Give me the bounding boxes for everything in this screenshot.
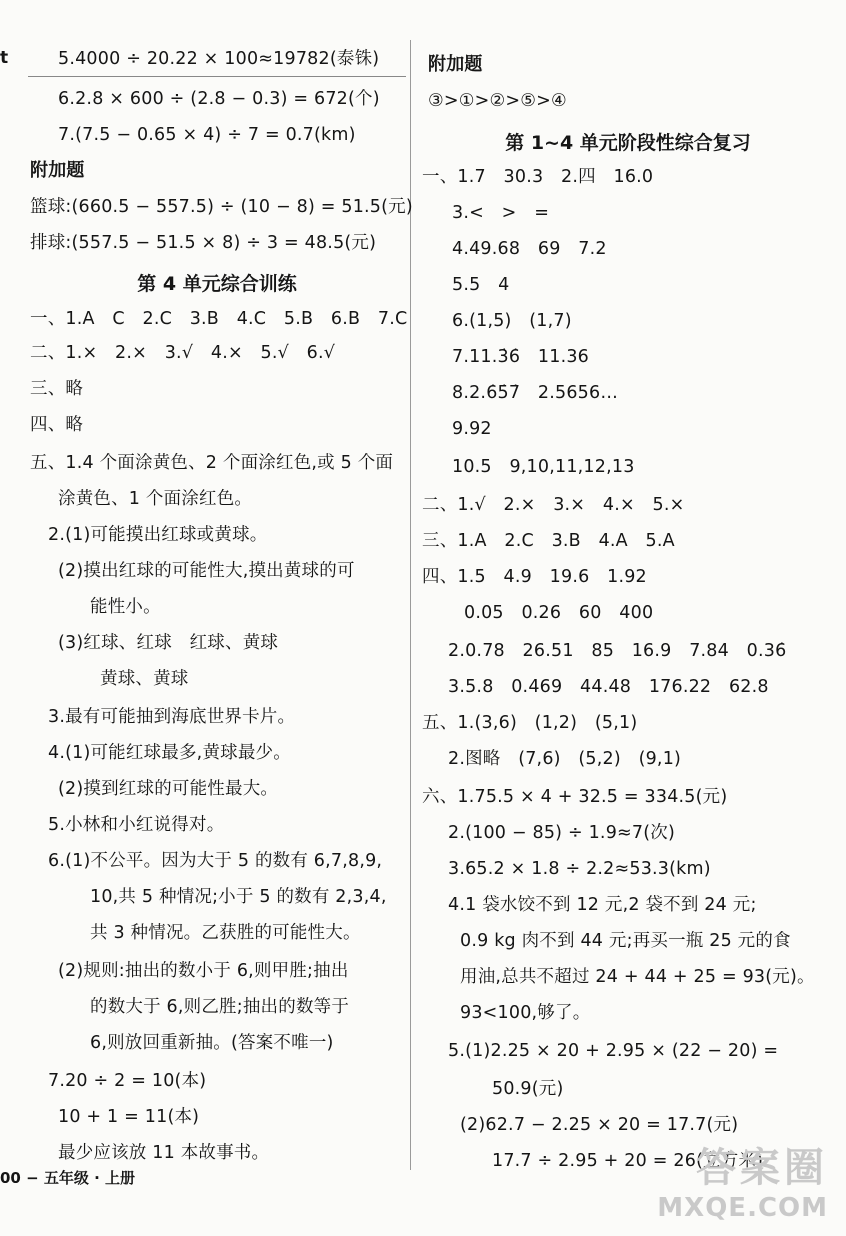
answer-line: 五、1.4 个面涂黄色、2 个面涂红色,或 5 个面 — [30, 453, 394, 473]
answer-line: (3)红球、红球 红球、黄球 — [58, 633, 279, 653]
answer-line: (2)摸到红球的可能性最大。 — [58, 779, 279, 799]
answer-line: 篮球:(660.5 − 557.5) ÷ (10 − 8) = 51.5(元) — [30, 197, 413, 217]
answer-line: 六、1.75.5 × 4 + 32.5 = 334.5(元) — [422, 787, 728, 807]
answer-line: 用油,总共不超过 24 + 44 + 25 = 93(元)。 — [460, 967, 815, 987]
section-title: 第 4 单元综合训练 — [137, 273, 297, 295]
answer-line: 共 3 种情况。乙获胜的可能性大。 — [90, 923, 361, 943]
answer-line: 6.2.8 × 600 ÷ (2.8 − 0.3) = 672(个) — [58, 89, 380, 109]
answer-line: 的数大于 6,则乙胜;抽出的数等于 — [90, 997, 350, 1017]
answer-line: 2.0.78 26.51 85 16.9 7.84 0.36̇ — [448, 641, 787, 661]
answer-line: 2.(1)可能摸出红球或黄球。 — [48, 525, 268, 545]
answer-line: (2)摸出红球的可能性大,摸出黄球的可 — [58, 561, 355, 581]
answer-line: 17.7 ÷ 2.95 + 20 = 26(立方米) — [492, 1151, 764, 1171]
answer-line: (2)规则:抽出的数小于 6,则甲胜;抽出 — [58, 961, 349, 981]
answer-line: 5.5 4 — [452, 275, 510, 295]
answer-line: 3.5.8 0.469 44.48 176.22 62.8 — [448, 677, 769, 697]
answer-line: 三、1.A 2.C 3.B 4.A 5.A — [422, 531, 675, 551]
answer-line: 5.小林和小红说得对。 — [48, 815, 225, 835]
answer-line: 2.图略 (7,6) (5,2) (9,1) — [448, 749, 682, 769]
answer-line: 能性小。 — [90, 597, 161, 617]
answer-line: 最少应该放 11 本故事书。 — [58, 1143, 270, 1163]
answer-line: 6.(1)不公平。因为大于 5 的数有 6,7,8,9, — [48, 851, 383, 871]
answer-line: 10 + 1 = 11(本) — [58, 1107, 200, 1127]
answer-line: 2.(100 − 85) ÷ 1.9≈7(次) — [448, 823, 675, 843]
answer-line: 4.49.68 69 7.2 — [452, 239, 607, 259]
answer-line: 0.05 0.26 60 400 — [464, 603, 654, 623]
answer-line: 93<100,够了。 — [460, 1003, 591, 1023]
watermark-text-cn: 答案圈 — [696, 1145, 828, 1191]
answer-line: ③>①>②>⑤>④ — [428, 91, 567, 111]
answer-line: 7.11.3̇6̇ 11.36 — [452, 347, 589, 367]
answer-line: 三、略 — [30, 379, 84, 399]
answer-line: 9.92 — [452, 419, 492, 439]
answer-line: 一、1.7 30.3 2.四 16.0 — [422, 167, 654, 187]
answer-line: 10,共 5 种情况;小于 5 的数有 2,3,4, — [90, 887, 387, 907]
top-rule — [28, 76, 406, 77]
answer-line: 黄球、黄球 — [100, 669, 189, 689]
answer-line: 一、1.A C 2.C 3.B 4.C 5.B 6.B 7.C — [30, 309, 408, 329]
section-title: 第 1~4 单元阶段性综合复习 — [505, 132, 751, 154]
answer-line: 6,则放回重新抽。(答案不唯一) — [90, 1033, 334, 1053]
answer-line: 6.(1,5) (1,7) — [452, 311, 572, 331]
answer-line: 四、1.5 4.9 19.6 1.92 — [422, 567, 647, 587]
answer-line: 二、1.√ 2.× 3.× 4.× 5.× — [422, 495, 685, 515]
answer-line: 四、略 — [30, 415, 84, 435]
answer-line: 7.20 ÷ 2 = 10(本) — [48, 1071, 207, 1091]
answer-line: 3.65.2 × 1.8 ÷ 2.2≈53.3(km) — [448, 859, 711, 879]
answer-line: 4.1 袋水饺不到 12 元,2 袋不到 24 元; — [448, 895, 757, 915]
answer-line: 五、1.(3,6) (1,2) (5,1) — [422, 713, 638, 733]
answer-line: 5.4000 ÷ 20.22 × 100≈19782(泰铢) — [58, 49, 380, 69]
page-footer: 00 − 五年级 · 上册 — [0, 1169, 136, 1187]
bonus-heading: 附加题 — [428, 54, 483, 75]
answer-line: 二、1.× 2.× 3.√ 4.× 5.√ 6.√ — [30, 343, 336, 363]
answer-line: 10.5 9,10,11,12,13 — [452, 457, 635, 477]
answer-line: 5.(1)2.25 × 20 + 2.95 × (22 − 20) = — [448, 1041, 779, 1061]
bonus-heading: 附加题 — [30, 160, 85, 181]
answer-line: 排球:(557.5 − 51.5 × 8) ÷ 3 = 48.5(元) — [30, 233, 377, 253]
edge-fragment-text: t — [0, 48, 9, 68]
answer-line: 50.9(元) — [492, 1079, 564, 1099]
answer-line: 8.2.6̇5̇7̇ 2.5656… — [452, 383, 619, 403]
answer-line: 4.(1)可能红球最多,黄球最少。 — [48, 743, 291, 763]
answer-line: 3.< > = — [452, 203, 550, 223]
answer-line: 7.(7.5 − 0.65 × 4) ÷ 7 = 0.7(km) — [58, 125, 356, 145]
answer-line: 涂黄色、1 个面涂红色。 — [58, 489, 253, 509]
answer-line: 0.9 kg 肉不到 44 元;再买一瓶 25 元的食 — [460, 931, 791, 951]
watermark-text-en: MXQE.COM — [657, 1193, 828, 1223]
answer-line: 3.最有可能抽到海底世界卡片。 — [48, 707, 296, 727]
answer-line: (2)62.7 − 2.25 × 20 = 17.7(元) — [460, 1115, 739, 1135]
site-watermark — [618, 1136, 828, 1224]
